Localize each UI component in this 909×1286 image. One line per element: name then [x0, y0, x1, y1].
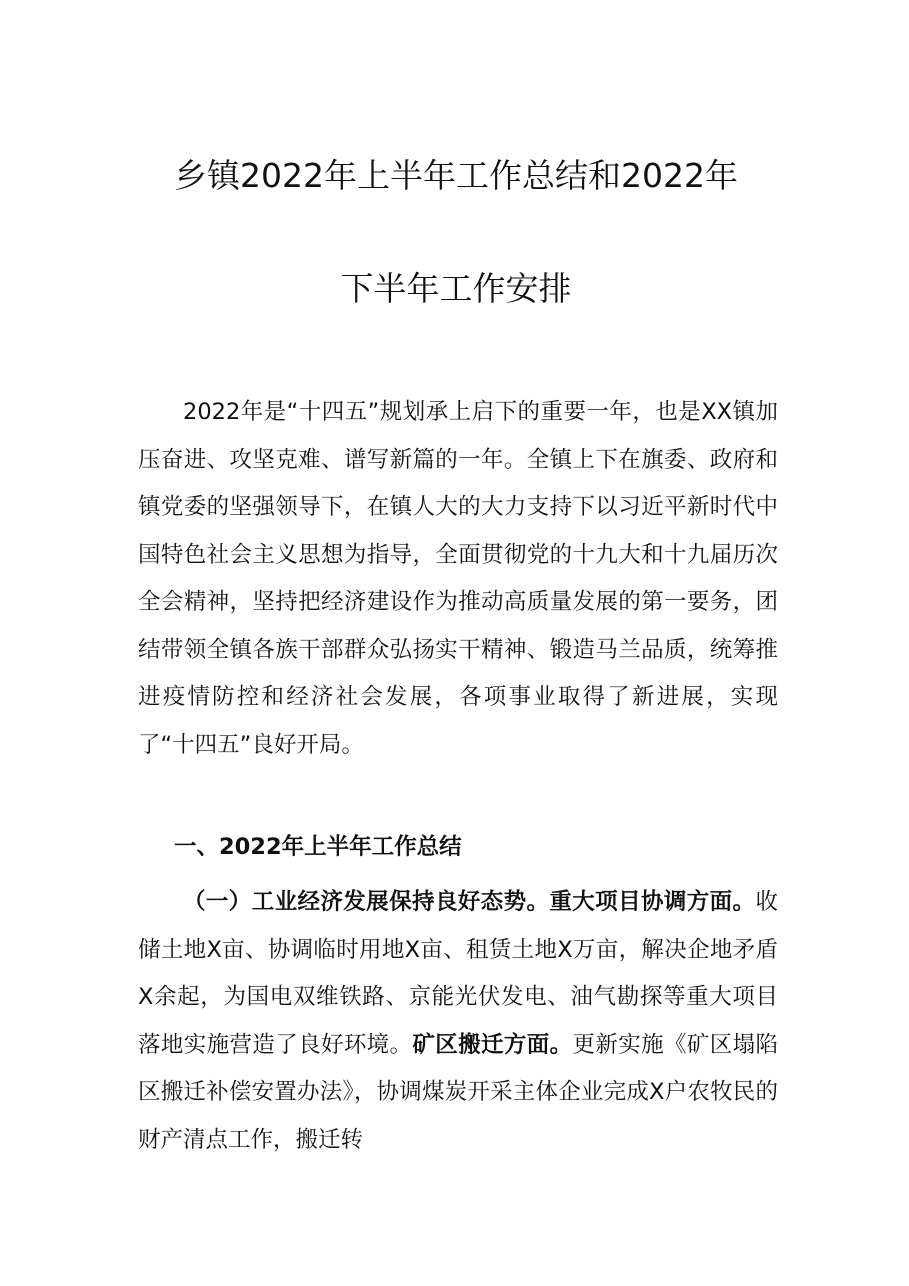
subsection-1-paragraph — [138, 879, 778, 1164]
subsection-1-heading: （一）工业经济发展保持良好态势。 — [183, 889, 550, 915]
document-title-line-1: 乡镇2022年上半年工作总结和2022年 — [174, 156, 738, 195]
document-title-line-2: 下半年工作安排 — [340, 269, 572, 308]
topic-1-text: 收储土地X亩、协调临时用地X亩、租赁土地X万亩，解决企地矛盾X余起，为国电双维铁路、京能光伏发电、油气勘探等重大项目落地实施营造了良好环境。 — [138, 889, 778, 1058]
intro-paragraph: 2022年是“十四五”规划承上启下的重要一年，也是XX镇加压奋进、攻坚克难、谱写新篇的一年。全镇上下在旗委、政府和镇党委的坚强领导下，在镇人大的大力支持下以习近平新时代中国特色社会主义思想为指导，全面贯彻党的十九大和十九届历次全会精神，坚持把经济建设作为推动高质量发展的第一要务，团结带领全镇各族干部群众弘扬实干精神、锻造马兰品质，统筹推进疫情防控和经济社会发展，各项事业取得了新进展，实现了“十四五”良好开局。 — [138, 399, 778, 758]
topic-2-heading: 矿区搬迁方面。 — [412, 1031, 573, 1058]
section-1-heading: 一、2022年上半年工作总结 — [174, 834, 462, 860]
topic-2-text: 更新实施《矿区塌陷区搬迁补偿安置办法》，协调煤炭开采主体企业完成X户农牧民的财产清点工作，搬迁转 — [138, 1031, 778, 1153]
topic-1-heading: 重大项目协调方面。 — [549, 889, 756, 915]
